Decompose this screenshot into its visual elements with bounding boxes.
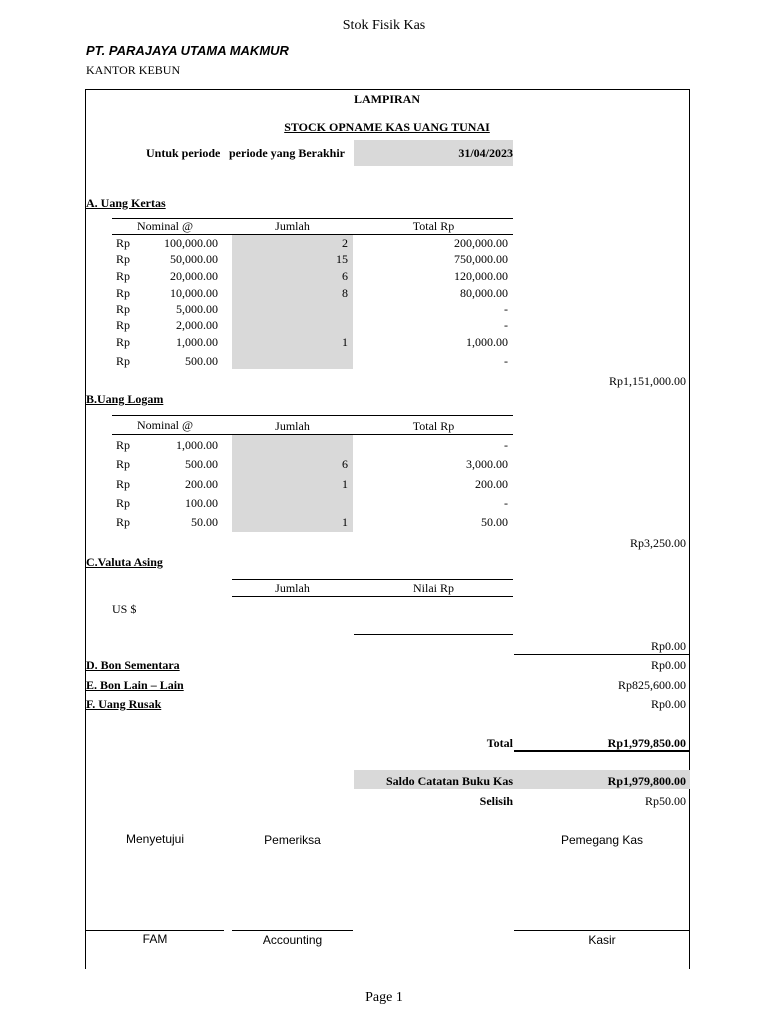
lampiran-label: LAMPIRAN: [354, 92, 420, 106]
signature-line-checker: [232, 930, 353, 931]
section-c-subtotal: Rp0.00: [650, 639, 686, 653]
section-b-subtotal: Rp3,250.00: [629, 536, 686, 550]
col-nilai-c: Nilai Rp: [413, 581, 454, 595]
selisih-label: Selisih: [479, 794, 513, 808]
table-c-top-rule: [232, 579, 513, 580]
col-jumlah-b: Jumlah: [275, 419, 310, 433]
company-name: PT. PARAJAYA UTAMA MAKMUR: [86, 43, 289, 58]
kertas-row-currency: Rp: [116, 354, 131, 368]
signature-role-checker: Pemeriksa: [264, 833, 321, 847]
logam-row-currency: Rp: [116, 477, 131, 491]
section-f-value: Rp0.00: [650, 697, 686, 711]
kertas-row-jumlah: 2: [342, 236, 348, 250]
col-total-b: Total Rp: [412, 419, 455, 433]
company-unit: KANTOR KEBUN: [86, 63, 181, 77]
section-d-label: D. Bon Sementara: [86, 658, 180, 672]
kertas-row-currency: Rp: [116, 318, 131, 332]
kertas-row-jumlah: 8: [342, 286, 348, 300]
signature-role-cashier: Pemegang Kas: [560, 833, 644, 847]
logam-row-total: 200.00: [475, 477, 508, 491]
kertas-row-jumlah: 6: [342, 269, 348, 283]
signature-name-checker: Accounting: [262, 933, 323, 947]
col-total: Total Rp: [412, 219, 455, 233]
section-b-heading: B.Uang Logam: [86, 392, 164, 406]
col-jumlah: Jumlah: [275, 219, 310, 233]
subtotal-rule: [514, 654, 690, 655]
kertas-row-nominal: 50,000.00: [170, 252, 218, 266]
logam-row-jumlah: 1: [342, 477, 348, 491]
col-nominal-b: Nominal @: [137, 418, 194, 432]
logam-row-currency: Rp: [116, 496, 131, 510]
selisih-value: Rp50.00: [644, 794, 686, 808]
logam-row-total: -: [504, 496, 508, 510]
kertas-row-nominal: 1,000.00: [176, 335, 218, 349]
col-nominal: Nominal @: [137, 219, 194, 233]
kertas-row-nominal: 100,000.00: [164, 236, 218, 250]
logam-row-total: 50.00: [481, 515, 508, 529]
kertas-row-nominal: 20,000.00: [170, 269, 218, 283]
signature-role-approver: Menyetujui: [125, 832, 185, 846]
section-c-heading: C.Valuta Asing: [86, 555, 163, 569]
kertas-row-total: 120,000.00: [454, 269, 508, 283]
section-e-label: E. Bon Lain – Lain: [86, 678, 184, 692]
signature-name-approver: FAM: [142, 932, 168, 946]
kertas-row-jumlah: 15: [336, 252, 348, 266]
kertas-row-currency: Rp: [116, 269, 131, 283]
total-rule: [514, 750, 690, 752]
kertas-row-currency: Rp: [116, 335, 131, 349]
table-c-header-rule: [232, 596, 513, 597]
logam-row-nominal: 50.00: [191, 515, 218, 529]
logam-row-total: -: [504, 438, 508, 452]
logam-row-nominal: 100.00: [185, 496, 218, 510]
kertas-row-currency: Rp: [116, 286, 131, 300]
kertas-row-currency: Rp: [116, 252, 131, 266]
kertas-row-nominal: 2,000.00: [176, 318, 218, 332]
table-b-top-rule: [112, 415, 513, 416]
kertas-row-nominal: 5,000.00: [176, 302, 218, 316]
document-title: STOCK OPNAME KAS UANG TUNAI: [284, 120, 490, 134]
total-value: Rp1,979,850.00: [607, 736, 686, 750]
page-footer: Page 1: [365, 990, 403, 1005]
signature-line-cashier: [514, 930, 690, 931]
kertas-row-total: 750,000.00: [454, 252, 508, 266]
kertas-row-total: 200,000.00: [454, 236, 508, 250]
logam-row-jumlah: 1: [342, 515, 348, 529]
logam-row-nominal: 1,000.00: [176, 438, 218, 452]
period-label: Untuk periode: [146, 146, 221, 160]
logam-row-currency: Rp: [116, 438, 131, 452]
signature-line-approver: [86, 930, 224, 931]
section-f-label: F. Uang Rusak: [86, 697, 162, 711]
col-jumlah-c: Jumlah: [275, 581, 310, 595]
period-label-2: periode yang Berakhir: [229, 146, 345, 160]
logam-row-currency: Rp: [116, 515, 131, 529]
logam-row-currency: Rp: [116, 457, 131, 471]
logam-row-jumlah: 6: [342, 457, 348, 471]
saldo-label: Saldo Catatan Buku Kas: [385, 774, 513, 788]
kertas-row-total: -: [504, 354, 508, 368]
section-e-value: Rp825,600.00: [617, 678, 686, 692]
total-label: Total: [486, 736, 513, 750]
kertas-row-total: -: [504, 302, 508, 316]
section-a-heading: A. Uang Kertas: [86, 196, 166, 210]
currency-us: US $: [112, 602, 137, 616]
kertas-row-jumlah: 1: [342, 335, 348, 349]
signature-name-cashier: Kasir: [588, 933, 616, 947]
kertas-row-currency: Rp: [116, 302, 131, 316]
kertas-row-nominal: 500.00: [185, 354, 218, 368]
page-header: Stok Fisik Kas: [342, 18, 426, 33]
kertas-row-total: 80,000.00: [460, 286, 508, 300]
period-date: 31/04/2023: [458, 146, 513, 160]
kertas-row-total: 1,000.00: [466, 335, 508, 349]
logam-row-nominal: 500.00: [185, 457, 218, 471]
saldo-value: Rp1,979,800.00: [607, 774, 686, 788]
kertas-row-nominal: 10,000.00: [170, 286, 218, 300]
section-a-subtotal: Rp1,151,000.00: [608, 374, 686, 388]
section-d-value: Rp0.00: [650, 658, 686, 672]
logam-row-total: 3,000.00: [466, 457, 508, 471]
logam-row-nominal: 200.00: [185, 477, 218, 491]
kertas-row-total: -: [504, 318, 508, 332]
kertas-row-currency: Rp: [116, 236, 131, 250]
table-c-bottom-rule: [354, 634, 513, 635]
